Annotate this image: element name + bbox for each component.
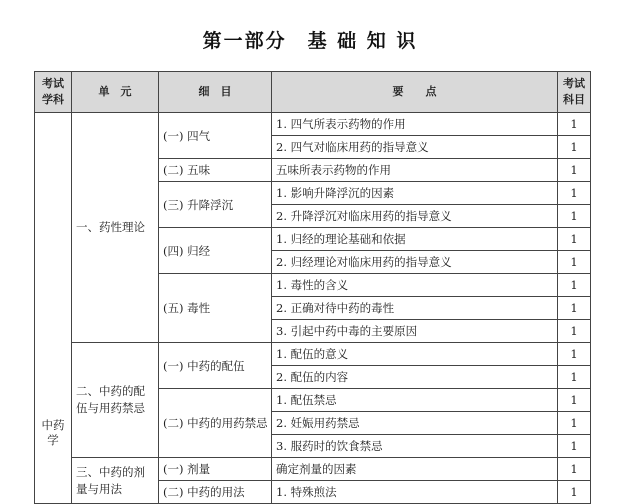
header-level: 考试科目: [558, 72, 591, 113]
header-row: [35, 72, 591, 113]
point-cell: 1. 毒性的含义: [272, 274, 558, 297]
header-detail: 细 目: [159, 72, 272, 113]
point-cell: 2. 归经理论对临床用药的指导意义: [272, 251, 558, 274]
point-cell: 1. 影响升降浮沉的因素: [272, 182, 558, 205]
unit-cell: 一、药性理论: [72, 113, 159, 343]
level-cell: 1: [558, 113, 591, 136]
level-cell: 1: [558, 228, 591, 251]
level-cell: 1: [558, 136, 591, 159]
detail-cell: (二) 中药的用法: [159, 481, 272, 504]
point-cell: 3. 引起中药中毒的主要原因: [272, 320, 558, 343]
point-cell: 1. 特殊煎法: [272, 481, 558, 504]
level-cell: 1: [558, 274, 591, 297]
level-cell: 1: [558, 159, 591, 182]
detail-cell: (一) 剂量: [159, 458, 272, 481]
level-cell: 1: [558, 389, 591, 412]
syllabus-table: [34, 71, 591, 504]
level-cell: 1: [558, 205, 591, 228]
level-cell: 1: [558, 412, 591, 435]
point-cell: 2. 正确对待中药的毒性: [272, 297, 558, 320]
level-cell: 1: [558, 251, 591, 274]
unit-cell: 三、中药的剂量与用法: [72, 458, 159, 504]
point-cell: 1. 配伍禁忌: [272, 389, 558, 412]
point-cell: 3. 服药时的饮食禁忌: [272, 435, 558, 458]
page-title: 第一部分 基 础 知 识: [202, 30, 418, 52]
detail-cell: (一) 四气: [159, 113, 272, 159]
point-cell: 1. 四气所表示药物的作用: [272, 113, 558, 136]
level-cell: 1: [558, 320, 591, 343]
header-unit: 单 元: [72, 72, 159, 113]
point-cell: 1. 归经的理论基础和依据: [272, 228, 558, 251]
level-cell: 1: [558, 481, 591, 504]
table-body: [35, 113, 591, 504]
point-cell: 五味所表示药物的作用: [272, 159, 558, 182]
level-cell: 1: [558, 297, 591, 320]
point-cell: 确定剂量的因素: [272, 458, 558, 481]
table-row: [35, 343, 591, 366]
detail-cell: (五) 毒性: [159, 274, 272, 343]
point-cell: 2. 四气对临床用药的指导意义: [272, 136, 558, 159]
point-cell: 2. 配伍的内容: [272, 366, 558, 389]
level-cell: 1: [558, 458, 591, 481]
detail-cell: (三) 升降浮沉: [159, 182, 272, 228]
subject-cell: 中药学: [35, 113, 72, 504]
level-cell: 1: [558, 366, 591, 389]
header-points: 要 点: [272, 72, 558, 113]
detail-cell: (四) 归经: [159, 228, 272, 274]
table-row: [35, 458, 591, 481]
point-cell: 2. 妊娠用药禁忌: [272, 412, 558, 435]
level-cell: 1: [558, 182, 591, 205]
header-subject: 考试学科: [35, 72, 72, 113]
detail-cell: (二) 五味: [159, 159, 272, 182]
level-cell: 1: [558, 343, 591, 366]
point-cell: 1. 配伍的意义: [272, 343, 558, 366]
detail-cell: (二) 中药的用药禁忌: [159, 389, 272, 458]
unit-cell: 二、中药的配伍与用药禁忌: [72, 343, 159, 458]
detail-cell: (一) 中药的配伍: [159, 343, 272, 389]
point-cell: 2. 升降浮沉对临床用药的指导意义: [272, 205, 558, 228]
table-row: [35, 113, 591, 136]
level-cell: 1: [558, 435, 591, 458]
